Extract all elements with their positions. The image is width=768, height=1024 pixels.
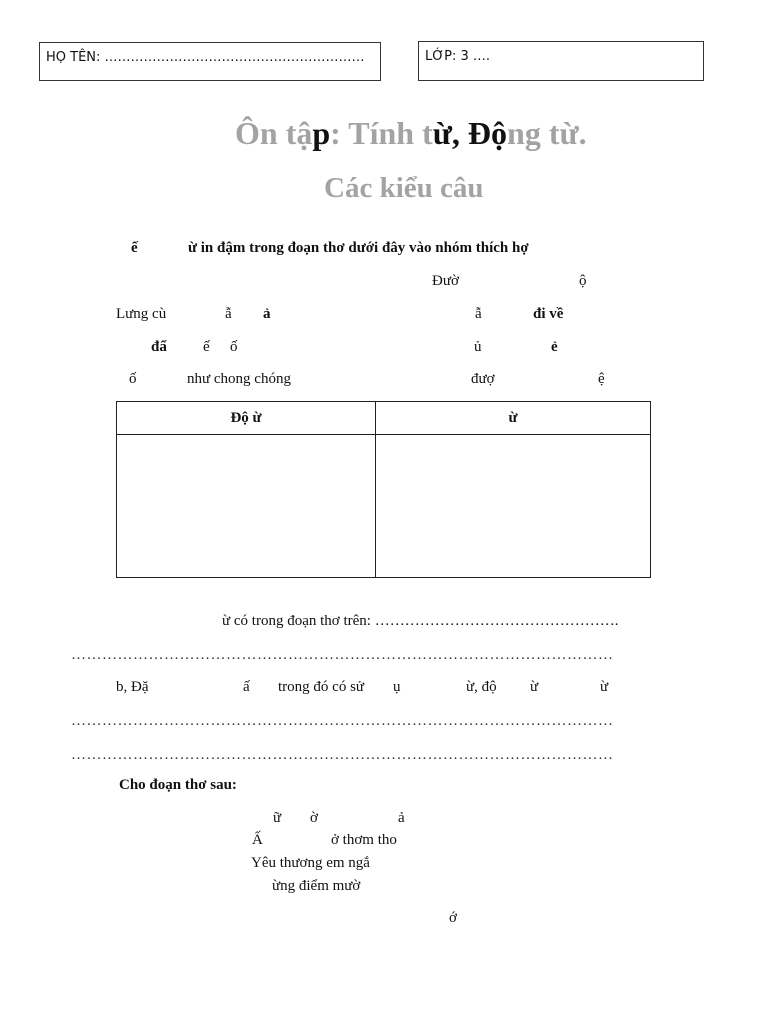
- poem2-l1-a: ữ: [273, 810, 282, 826]
- answer-line-3[interactable]: ……………………………………………………………………………………………: [71, 747, 614, 763]
- adjectives-answer-cell[interactable]: [376, 435, 651, 578]
- title-part-b: p: Tính từ, Độ: [312, 115, 508, 151]
- student-name-label: HỌ TÊN: ……………………………………………………: [46, 50, 365, 65]
- poem-right-r0a: Đườ: [432, 273, 459, 289]
- poem2-l1-c: ả: [398, 810, 405, 826]
- poem-left-r2a: đẩ: [151, 339, 167, 355]
- class-label: LỚP: 3 ….: [425, 49, 490, 64]
- table-header-adjectives: [376, 402, 651, 435]
- title-part-c: ng từ.: [507, 115, 587, 151]
- answer-line-2[interactable]: ……………………………………………………………………………………………: [71, 713, 614, 729]
- classification-table: [116, 401, 651, 578]
- exercise2-question-a: ừ có trong đoạn thơ trên: ………………………………………….: [222, 613, 619, 629]
- poem-left-r1b: ẫ: [225, 306, 232, 322]
- poem2-l3: Yêu thương em ngắ: [251, 855, 370, 871]
- poem-left-r3b: như chong chóng: [187, 371, 291, 387]
- exercise2-b-4: ụ: [393, 679, 401, 695]
- poem-right-r3b: ệ: [598, 371, 605, 387]
- poem-right-r1b: đi về: [533, 306, 564, 322]
- exercise2-b-2: ấ: [243, 679, 250, 695]
- title-part-a: Ôn tậ: [235, 115, 313, 151]
- class-box[interactable]: [418, 41, 704, 81]
- poem-right-r1a: ẫ: [475, 306, 482, 322]
- poem-left-r3a: ố: [129, 371, 137, 387]
- poem2-l4: ừng điểm mườ: [272, 878, 361, 894]
- exercise3-heading: Cho đoạn thơ sau:: [119, 777, 237, 793]
- table-header-adjectives-label: ừ: [508, 409, 518, 426]
- poem2-l2-b: ở thơm tho: [331, 832, 397, 848]
- exercise2-b-5: ừ, độ: [466, 679, 497, 695]
- exercise2-b-3: trong đó có sử: [278, 679, 365, 695]
- poem-left-r1c: ả: [263, 306, 271, 322]
- poem-right-r2a: ủ: [474, 339, 482, 355]
- poem-right-r3a: đượ: [471, 371, 495, 387]
- student-name-box[interactable]: [39, 42, 381, 81]
- exercise2-b-1: b, Đặ: [116, 679, 149, 695]
- poem-right-r0b: ộ: [579, 273, 587, 289]
- verbs-answer-cell[interactable]: [117, 435, 376, 578]
- answer-line-1[interactable]: ……………………………………………………………………………………………: [71, 647, 614, 663]
- poem2-l2-a: Ấ: [252, 832, 263, 848]
- poem-left-r1a: Lưng cù: [116, 306, 167, 322]
- exercise2-b-7: ừ: [600, 679, 609, 695]
- poem-left-r2c: ố: [230, 339, 238, 355]
- table-header-verbs-label: Độ ừ: [230, 409, 262, 426]
- poem2-l1-b: ờ: [310, 810, 318, 826]
- page-title: [235, 115, 587, 152]
- page-subtitle: Các kiểu câu: [324, 172, 484, 204]
- exercise1-instruction-a: ế: [131, 240, 138, 256]
- poem2-l5: ớ: [449, 910, 457, 926]
- poem-left-r2b: ế: [203, 339, 210, 355]
- exercise1-instruction-b: ừ in đậm trong đoạn thơ dưới đây vào nhóm thích hợ: [188, 240, 529, 256]
- table-header-verbs: [117, 402, 376, 435]
- poem-right-r2b: ẻ: [551, 339, 558, 355]
- exercise2-b-6: ừ: [530, 679, 539, 695]
